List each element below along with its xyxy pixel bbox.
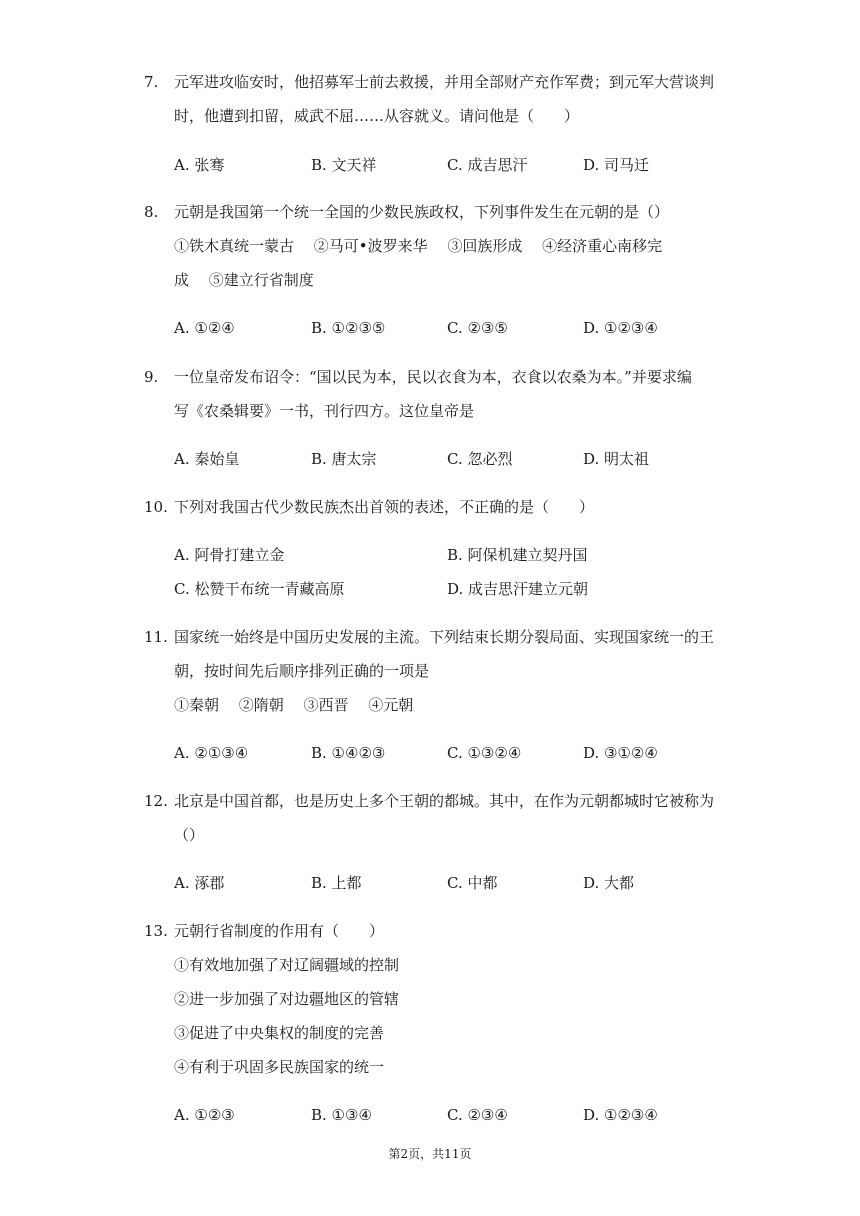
question-item: ②进一步加强了对边疆地区的管辖 [174,990,400,1008]
question-item: ④有利于巩固多民族国家的统一 [174,1058,385,1076]
question-text: 国家统一始终是中国历史发展的主流。下列结束长期分裂局面、实现国家统一的王 [174,628,715,646]
page-footer: 第2页，共11页 [388,1147,472,1161]
option-c: C. ①③②④ [447,744,522,762]
question-text: 时，他遭到扣留，威武不屈……从容就义。请问他是（ ） [174,107,580,125]
question-item: ①有效地加强了对辽阔疆域的控制 [174,956,400,974]
option-d: D. 成吉思汗建立元朝 [447,580,589,598]
option-a: A. ①②④ [174,319,235,337]
option-c: C. 成吉思汗 [447,156,528,174]
question-text: 元朝是我国第一个统一全国的少数民族政权，下列事件发生在元朝的是（） [174,203,670,221]
option-b: B. 上都 [311,874,362,892]
option-d: D. 大都 [583,874,635,892]
question-items: ①秦朝 ②隋朝 ③西晋 ④元朝 [174,696,414,714]
option-c: C. ②③⑤ [447,319,508,337]
option-a: A. 张骞 [174,156,225,174]
question-items: ①铁木真统一蒙古 ②马可•波罗来华 ③回族形成 ④经济重心南移完 [174,237,663,255]
option-d: D. ③①②④ [583,744,658,762]
question-text: 下列对我国古代少数民族杰出首领的表述，不正确的是（ ） [174,498,595,516]
option-d: D. 司马迁 [583,156,650,174]
question-item: ③促进了中央集权的制度的完善 [174,1024,385,1042]
option-c: C. 松赞干布统一青藏高原 [174,580,345,598]
question-number: 7. [144,73,159,91]
option-b: B. ①②③⑤ [311,319,386,337]
option-d: D. 明太祖 [583,450,650,468]
question-text: 北京是中国首都，也是历史上多个王朝的都城。其中，在作为元朝都城时它被称为 [174,792,715,810]
option-b: B. 阿保机建立契丹国 [447,546,588,564]
question-number: 11. [144,628,168,646]
question-number: 12. [144,792,168,810]
question-text: 朝，按时间先后顺序排列正确的一项是 [174,662,430,680]
option-a: A. 阿骨打建立金 [174,546,285,564]
question-number: 10. [144,498,168,516]
option-a: A. 涿郡 [174,874,225,892]
option-b: B. 唐太宗 [311,450,377,468]
question-text: （） [174,826,205,844]
question-number: 8. [144,203,159,221]
option-c: C. 中都 [447,874,498,892]
question-text: 元军进攻临安时，他招募军士前去救援，并用全部财产充作军费；到元军大营谈判 [174,73,715,91]
question-text: 元朝行省制度的作用有（ ） [174,922,385,940]
question-text: 一位皇帝发布诏令：“国以民为本，民以衣食为本，衣食以农桑为本。”并要求编 [174,368,692,386]
option-c: C. 忽必烈 [447,450,513,468]
option-a: A. ②①③④ [174,744,249,762]
option-d: D. ①②③④ [583,1106,658,1124]
option-b: B. ①④②③ [311,744,386,762]
option-b: B. 文天祥 [311,156,377,174]
question-text: 写《农桑辑要》一书，刊行四方。这位皇帝是 [174,402,475,420]
option-b: B. ①③④ [311,1106,372,1124]
question-items: 成 ⑤建立行省制度 [174,271,314,289]
question-number: 9. [144,368,159,386]
option-a: A. 秦始皇 [174,450,240,468]
option-a: A. ①②③ [174,1106,235,1124]
option-c: C. ②③④ [447,1106,508,1124]
option-d: D. ①②③④ [583,319,658,337]
question-number: 13. [144,922,168,940]
